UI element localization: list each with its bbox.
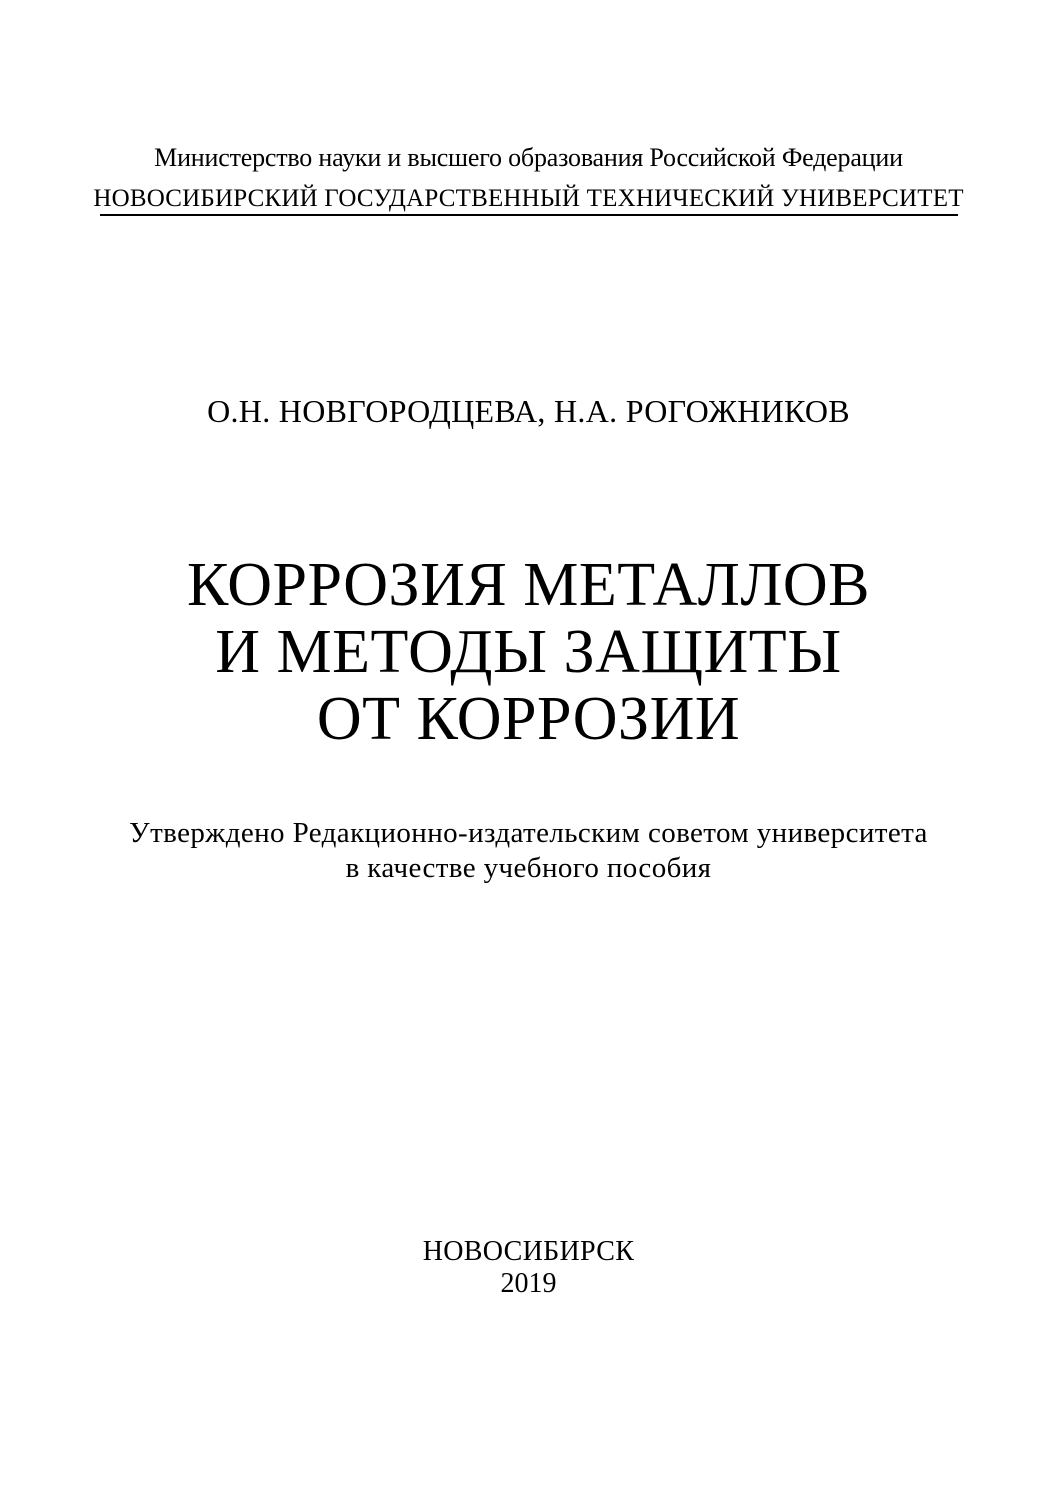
title-line-3: ОТ КОРРОЗИИ <box>316 685 741 753</box>
title-line-1: КОРРОЗИЯ МЕТАЛЛОВ <box>186 551 871 619</box>
university-name: НОВОСИБИРСКИЙ ГОСУДАРСТВЕННЫЙ ТЕХНИЧЕСКИЙ УНИВЕРСИТЕТ <box>93 185 964 212</box>
publication-year: 2019 <box>500 1268 557 1299</box>
header-divider <box>100 214 958 216</box>
publication-city: НОВОСИБИРСК <box>422 1236 635 1267</box>
approval-line-1: Утверждено Редакционно-издательским советом университета <box>129 817 928 849</box>
authors: О.Н. НОВГОРОДЦЕВА, Н.А. РОГОЖНИКОВ <box>207 393 850 429</box>
approval-line-2: в качестве учебного пособия <box>345 852 712 884</box>
title-line-2: И МЕТОДЫ ЗАЩИТЫ <box>215 618 842 686</box>
ministry-name: Министерство науки и высшего образования Российской Федерации <box>154 143 903 172</box>
